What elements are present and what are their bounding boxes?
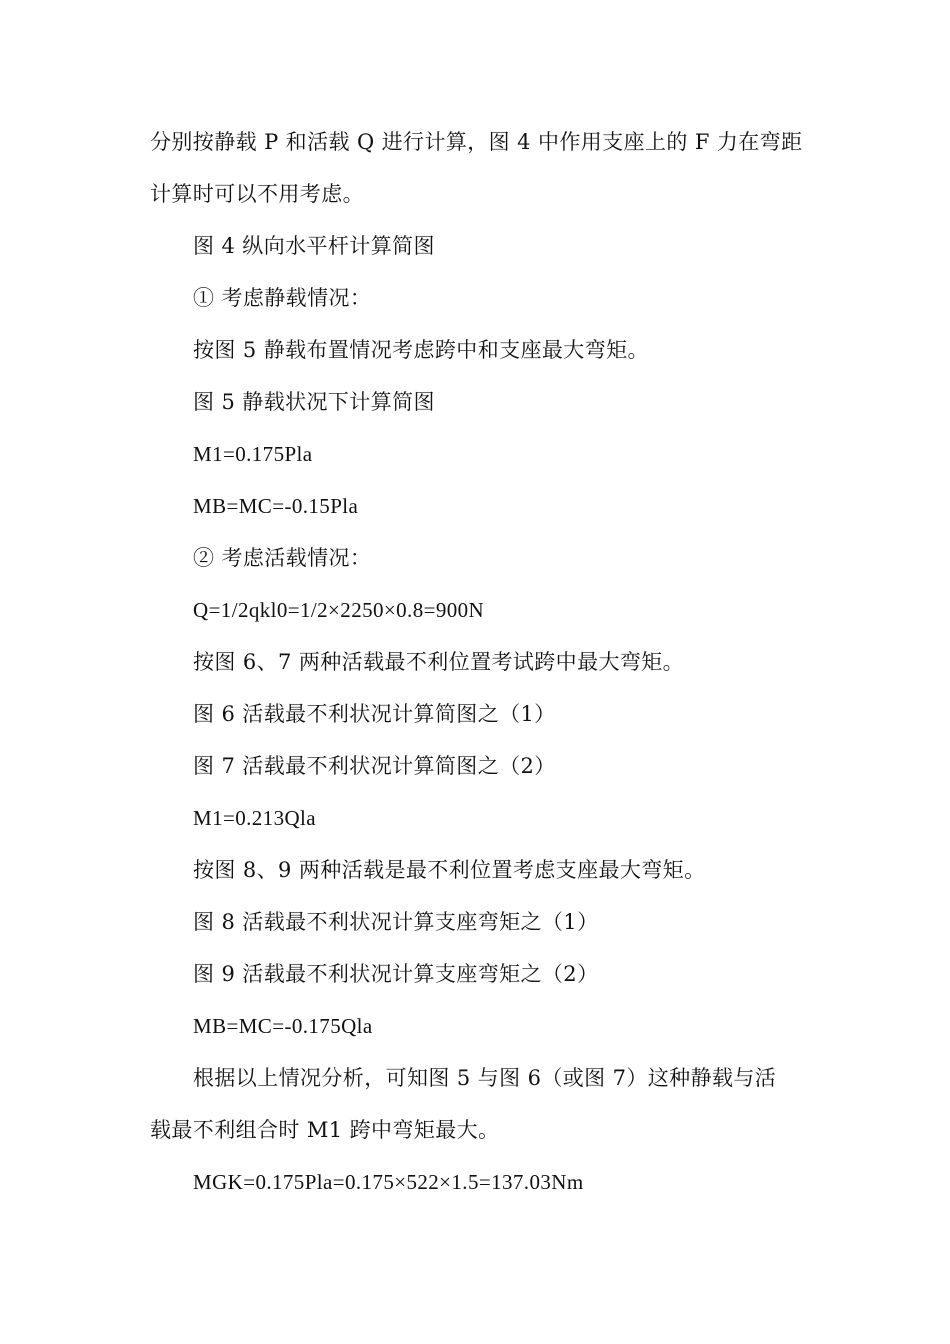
paragraph: 按图 5 静载布置情况考虑跨中和支座最大弯矩。 [193, 338, 649, 362]
figure-caption: 图 6 活载最不利状况计算简图之（1） [193, 702, 556, 726]
paragraph: 计算时可以不用考虑。 [150, 182, 364, 206]
formula: M1=0.213Qla [193, 806, 316, 830]
formula: MB=MC=-0.15Pla [193, 494, 359, 518]
section-heading: ② 考虑活载情况： [193, 546, 372, 570]
figure-caption: 图 7 活载最不利状况计算简图之（2） [193, 754, 556, 778]
paragraph: 根据以上情况分析，可知图 5 与图 6（或图 7）这种静载与活 [193, 1066, 777, 1090]
paragraph: 按图 6、7 两种活载最不利位置考试跨中最大弯矩。 [193, 650, 685, 674]
figure-caption: 图 5 静载状况下计算简图 [193, 390, 435, 414]
paragraph: 分别按静载 P 和活载 Q 进行计算，图 4 中作用支座上的 F 力在弯距 [150, 130, 803, 154]
paragraph: 按图 8、9 两种活载是最不利位置考虑支座最大弯矩。 [193, 858, 706, 882]
formula: MB=MC=-0.175Qla [193, 1014, 373, 1038]
figure-caption: 图 4 纵向水平杆计算简图 [193, 234, 435, 258]
figure-caption: 图 8 活载最不利状况计算支座弯矩之（1） [193, 910, 599, 934]
section-heading: ① 考虑静载情况： [193, 286, 372, 310]
figure-caption: 图 9 活载最不利状况计算支座弯矩之（2） [193, 962, 599, 986]
formula: MGK=0.175Pla=0.175×522×1.5=137.03Nm [193, 1170, 584, 1194]
formula: Q=1/2qkl0=1/2×2250×0.8=900N [193, 598, 485, 622]
paragraph: 载最不利组合时 M1 跨中弯矩最大。 [150, 1118, 500, 1142]
formula: M1=0.175Pla [193, 442, 313, 466]
document-body [150, 116, 803, 1208]
